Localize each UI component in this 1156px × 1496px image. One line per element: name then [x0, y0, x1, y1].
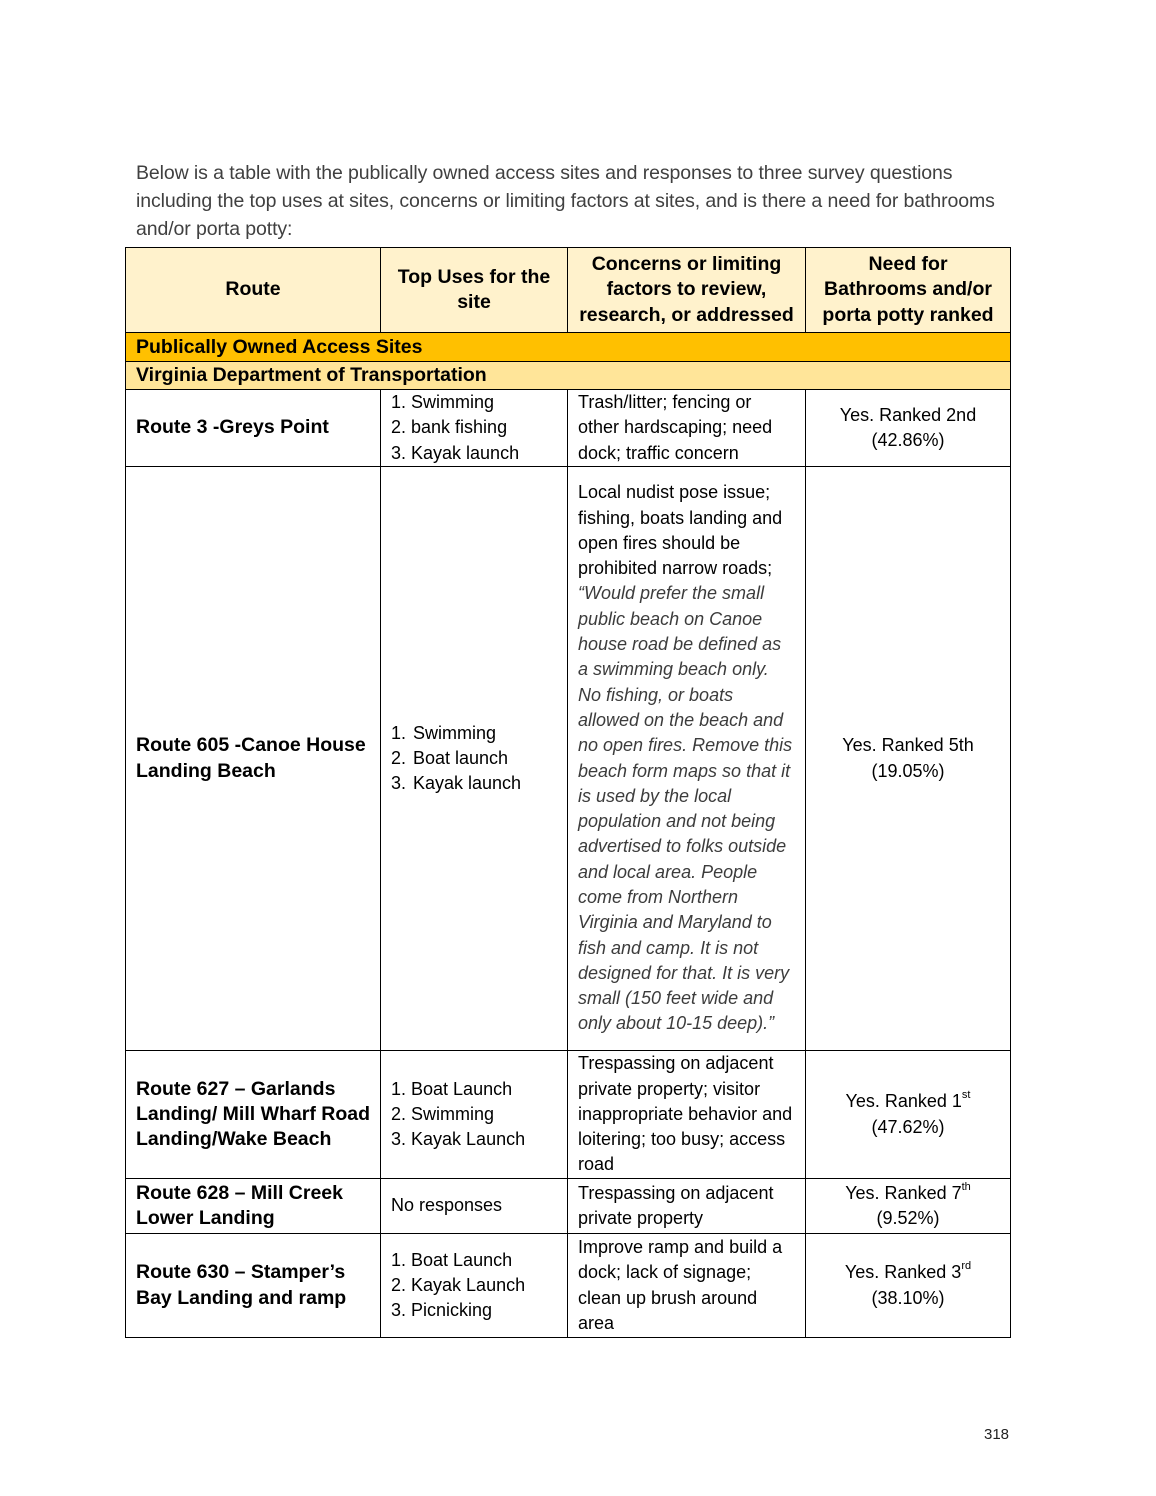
table-row: [126, 1179, 1011, 1234]
header-route: Route: [126, 248, 381, 333]
ordinal-suffix: th: [961, 1180, 971, 1193]
table-row: [126, 467, 1011, 1051]
section-row-vdot: [126, 362, 1011, 390]
top-uses: [381, 467, 568, 1051]
need-rank: Yes. Ranked 2nd: [839, 404, 977, 425]
bathroom-need: [806, 1051, 1011, 1179]
need-percent: (47.62%): [871, 1116, 945, 1137]
bathroom-need: [806, 1179, 1011, 1234]
need-percent: (42.86%): [871, 430, 945, 450]
need-percent: (38.10%): [871, 1287, 945, 1308]
uses-list: [391, 1077, 557, 1153]
table-row: [126, 390, 1011, 467]
concerns: Trash/litter; fencing or other hardscaping; need dock; traffic concern: [568, 390, 806, 467]
concerns: [568, 467, 806, 1051]
route-name: Route 627 – Garlands Landing/ Mill Wharf Road Landing/Wake Beach: [126, 1051, 381, 1179]
header-bathroom-need: Need for Bathrooms and/or porta potty ranked: [806, 248, 1011, 333]
route-name: Route 3 -Greys Point: [126, 390, 381, 467]
ordinal-suffix: st: [961, 1089, 971, 1102]
concerns-quote: “Would prefer the small public beach on Canoe house road be defined as a swimming beach only. No fishing, or boats allowed on the beach and no open fires. Remove this beach form maps so that it is used by the local population and not being advertised to folks outside and local area. People come from Northern Virginia and Maryland to fish and camp. It is not designed for that. It is very small (150 feet wide and only about 10-15 deep).”: [578, 583, 793, 1034]
use-item: 1. Swimming: [391, 722, 497, 743]
uses-list: [391, 390, 557, 466]
concerns: Trespassing on adjacent private property; visitor inappropriate behavior and loitering; too busy; access road: [568, 1051, 806, 1179]
top-uses: [381, 1051, 568, 1179]
concerns-text: Local nudist pose issue; fishing, boats landing and open fires should be prohibited narrow roads;: [578, 482, 783, 579]
bathroom-need: [806, 467, 1011, 1051]
need-rank: Yes. Ranked 3rd: [844, 1260, 972, 1283]
need-rank: Yes. Ranked 1st: [845, 1089, 971, 1112]
use-item: 3. Kayak Launch: [391, 1129, 526, 1150]
intro-paragraph: Below is a table with the publically owned access sites and responses to three survey questions including the top uses at sites, concerns or limiting factors at sites, and is there a need for bathrooms and/or porta potty:: [136, 161, 995, 240]
use-item: 3. Picnicking: [391, 1300, 493, 1321]
use-item: 3. Kayak launch: [391, 442, 520, 463]
use-item: 2. bank fishing: [391, 417, 508, 438]
route-name: Route 630 – Stamper’s Bay Landing and ramp: [126, 1234, 381, 1338]
need-percent: (19.05%): [871, 760, 945, 781]
concerns: Improve ramp and build a dock; lack of signage; clean up brush around area: [568, 1234, 806, 1338]
route-name: Route 605 -Canoe House Landing Beach: [126, 467, 381, 1051]
use-item: 2. Boat launch: [391, 747, 509, 768]
table-row: [126, 1234, 1011, 1338]
top-uses: [381, 1234, 568, 1338]
bathroom-need: [806, 1234, 1011, 1338]
need-rank: Yes. Ranked 5th: [842, 735, 974, 756]
use-item: 2. Swimming: [391, 1103, 495, 1124]
bathroom-need: [806, 390, 1011, 467]
use-item: 3. Kayak launch: [391, 773, 522, 794]
section-row-publically-owned: [126, 333, 1011, 362]
use-item: 1. Boat Launch: [391, 1078, 513, 1099]
header-top-uses: Top Uses for the site: [381, 248, 568, 333]
table-row: [126, 1051, 1011, 1179]
page-number: 318: [984, 1426, 1010, 1443]
top-uses: [381, 390, 568, 467]
need-rank: Yes. Ranked 7th: [845, 1180, 971, 1203]
section-title: Publically Owned Access Sites: [126, 333, 1011, 362]
concerns: Trespassing on adjacent private property: [568, 1179, 806, 1234]
use-item: 1. Boat Launch: [391, 1249, 513, 1270]
ordinal-suffix: rd: [961, 1260, 972, 1273]
access-sites-table: [125, 247, 1011, 1338]
top-uses: No responses: [381, 1179, 568, 1234]
use-item: 1. Swimming: [391, 392, 495, 413]
uses-list: [391, 1248, 557, 1324]
route-name: Route 628 – Mill Creek Lower Landing: [126, 1179, 381, 1234]
header-concerns: Concerns or limiting factors to review, research, or addressed: [568, 248, 806, 333]
uses-list: [391, 721, 557, 797]
need-percent: (9.52%): [876, 1208, 940, 1228]
subsection-title: Virginia Department of Transportation: [126, 362, 1011, 390]
use-item: 2. Kayak Launch: [391, 1274, 526, 1295]
table-header-row: [126, 248, 1011, 333]
